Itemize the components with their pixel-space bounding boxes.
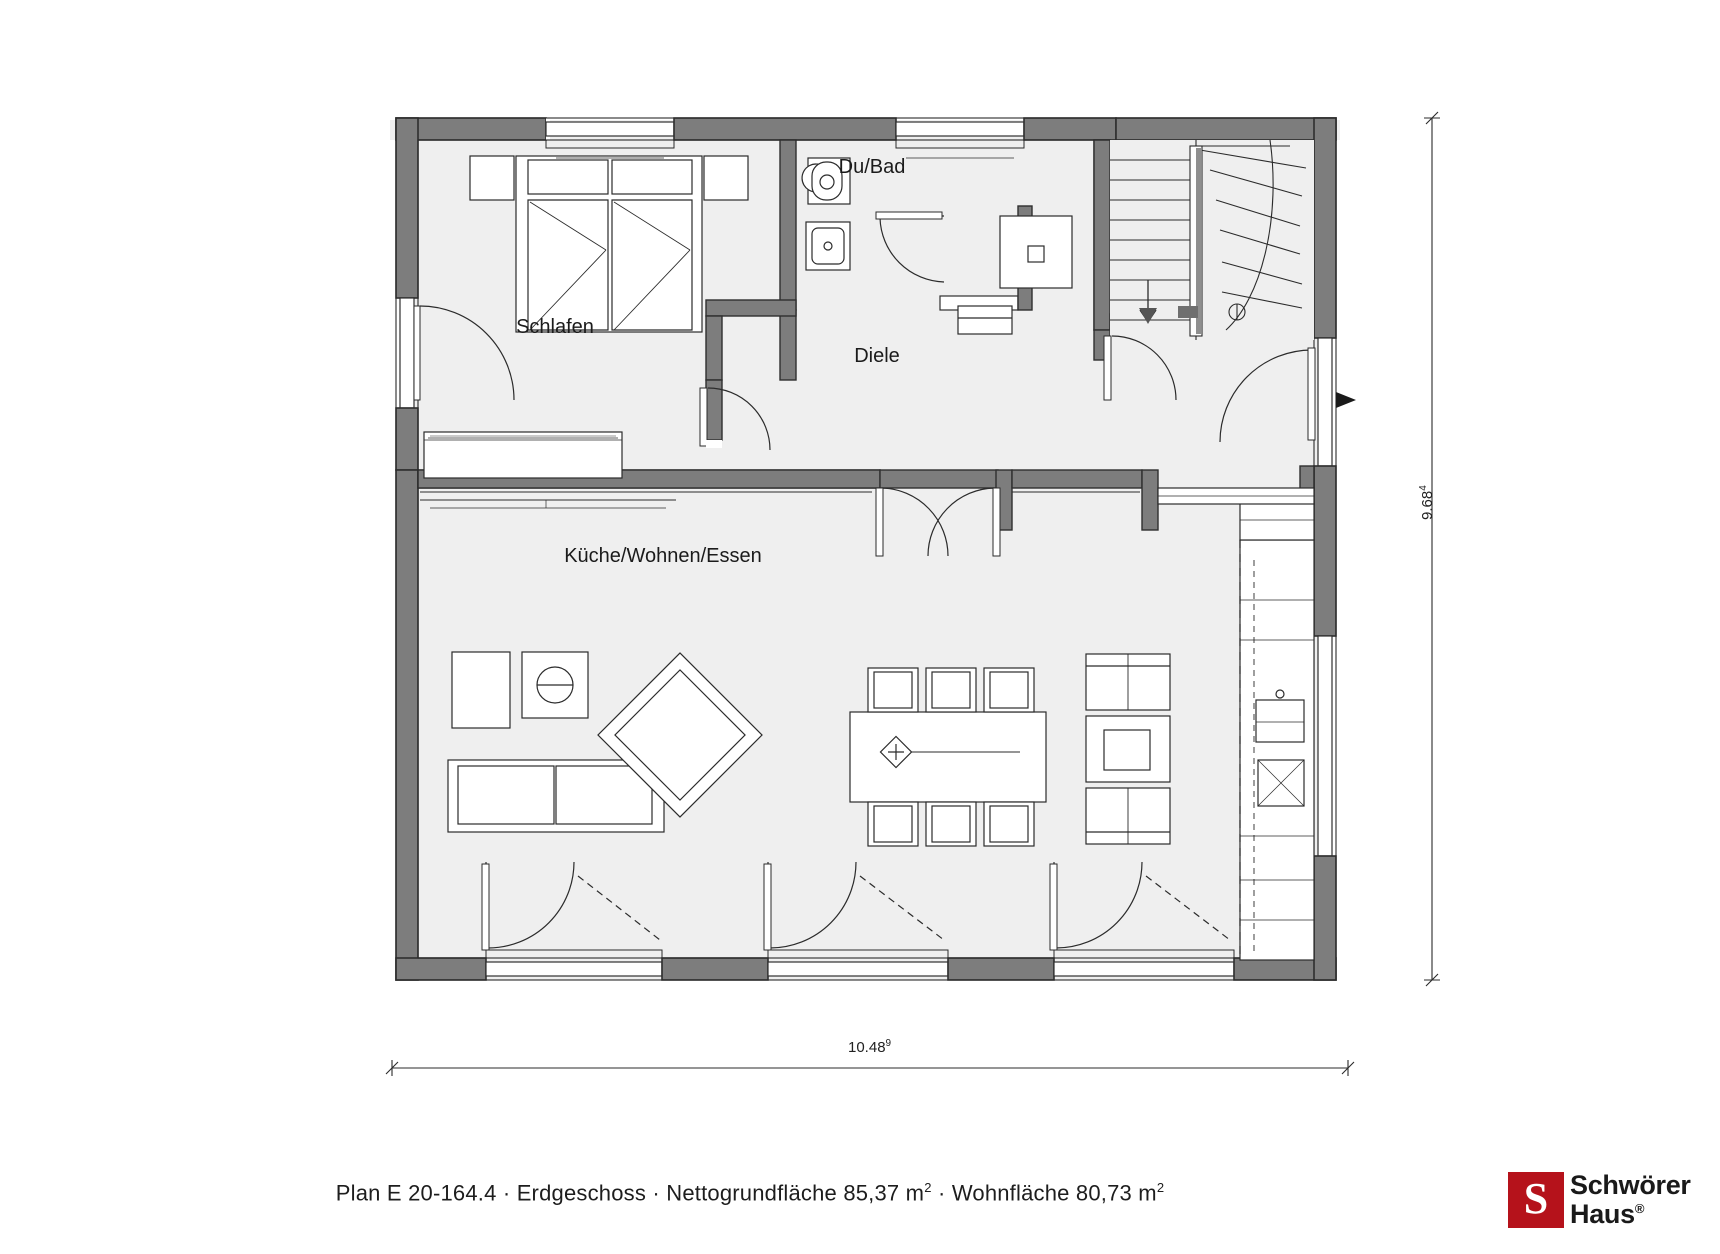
- dimension-width-label: [848, 1038, 891, 1056]
- staircase: [1110, 140, 1314, 340]
- logo-monogram: S: [1508, 1172, 1564, 1228]
- dimension-width-sup: 9: [885, 1038, 892, 1049]
- dimension-height-value: 9.68: [1419, 490, 1436, 520]
- logo-line-1: Schwörer: [1570, 1170, 1691, 1200]
- room-label-diele: Diele: [854, 345, 900, 367]
- dimension-height-label: [1418, 485, 1436, 520]
- registered-mark: ®: [1634, 1201, 1645, 1216]
- caption-netto-unit: 2: [924, 1180, 932, 1195]
- logo-line-2-text: Haus: [1570, 1199, 1635, 1229]
- room-label-kueche-wohnen-essen: Küche/Wohnen/Essen: [564, 545, 762, 567]
- caption-netto-label: Nettogrundfläche: [666, 1180, 837, 1206]
- room-label-dubad: Du/Bad: [838, 156, 906, 178]
- caption-wohn-value: 80,73 m: [1075, 1180, 1157, 1206]
- room-label-schlafen: Schlafen: [516, 316, 594, 338]
- caption-netto-value: 85,37 m: [843, 1180, 925, 1206]
- logo-line-2: [1570, 1199, 1644, 1230]
- dimension-width-value: 10.48: [848, 1039, 886, 1056]
- dimension-height-sup: 4: [1418, 485, 1429, 491]
- caption-sep-2: ·: [652, 1180, 660, 1206]
- caption-wohn-unit: 2: [1156, 1180, 1165, 1195]
- caption-sep-1: ·: [502, 1180, 511, 1206]
- caption-sep-3: ·: [937, 1180, 946, 1206]
- plan-caption: [0, 1180, 1500, 1206]
- brand-logo: [1508, 1168, 1698, 1238]
- caption-plan-code: Plan E 20-164.4: [335, 1180, 497, 1206]
- caption-floor: Erdgeschoss: [516, 1180, 647, 1206]
- caption-wohn-label: Wohnfläche: [951, 1180, 1070, 1206]
